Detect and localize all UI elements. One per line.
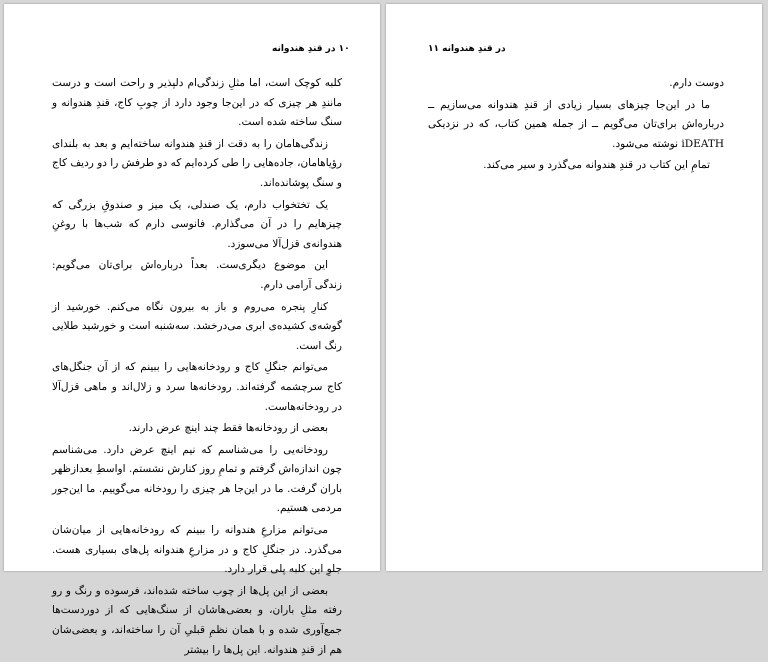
right-page-header: در قندِ هندوانه ۱۱: [428, 44, 506, 54]
paragraph: این موضوع دیگری‌ست. بعداً درباره‌اش برای‌تان می‌گویم: زندگی آرامی دارم.: [52, 259, 342, 291]
left-page-body: [52, 74, 342, 662]
paragraph: بعضی از رودخانه‌ها فقط چند اینچ عرض دارند.: [128, 422, 328, 435]
paragraph: کلبه کوچک است، اما مثلِ زندگی‌ام دلپذیر و راحت است و درست مانندِ هر چیزی که در این‌جا وجود دارد از چوبِ کاج، قندِ هندوانه و سنگ ساخته شده است.: [52, 77, 342, 129]
left-page: [4, 4, 380, 656]
paragraph: ما در این‌جا چیزهای بسیار زیادی از قندِ هندوانه می‌سازیم ــ درباره‌اش برای‌تان می‌گویم ــ از جمله همین کتاب، که در نزدیکی iDEATH نوشته می‌شود.: [428, 98, 724, 150]
paragraph: می‌توانم مزارعِ هندوانه را ببینم که رودخانه‌هایی از میان‌شان می‌گذرد. در جنگلِ کاج و در مزارعِ هندوانه پل‌های بسیاری هست. جلوِ این کلبه پلی قرار دارد.: [52, 524, 342, 576]
paragraph: رودخانه‌یی را می‌شناسم که نیم اینچ عرض دارد. می‌شناسم چون اندازه‌اش گرفتم و تمامِ روز کنارش نشستم. اواسطِ بعدازظهر باران گرفت. ما در این‌جا هر چیزی را رودخانه می‌گوییم. ما این‌جور مردمی هستیم.: [52, 443, 342, 515]
paragraph: می‌توانم جنگلِ کاج و رودخانه‌هایی را ببینم که از آن جنگل‌های کاج سرچشمه گرفته‌اند. رودخانه‌ها سرد و زلال‌اند و ماهی قزل‌آلا در رودخانه‌هاست.: [52, 361, 342, 413]
right-page: [386, 4, 762, 571]
paragraph: دوست دارم.: [669, 77, 724, 89]
paragraph: تمامِ این کتاب در قندِ هندوانه می‌گذرد و سیر می‌کند.: [483, 159, 710, 172]
paragraph: زندگی‌هامان را به دقت از قندِ هندوانه ساخته‌ایم و بعد به بلندای رؤیاهامان، جاده‌هایی را طی کرده‌ایم که دو طرفش را دو ردیف کاج و سنگ پوشانده‌اند.: [52, 137, 342, 189]
paragraph: بعضی از این پل‌ها از چوب ساخته شده‌اند، فرسوده و رنگ و رو رفته مثلِ باران، و بعضی‌هاشان از سنگ‌هایی که از دوردست‌ها جمع‌آوری شده و با همان نظمِ قبلیِ آن را ساخته‌اند، و بعضی‌شان هم از قندِ هندوانه. این پل‌ها را بیشتر: [52, 584, 342, 656]
paragraph: یک تختخواب دارم، یک صندلی، یک میز و صندوقِ بزرگی که چیزهایم را در آن می‌گذارم. فانوسی دارم که شب‌ها با روغنِ هندوانه‌ی قزل‌آلا می‌سوزد.: [52, 198, 342, 250]
paragraph: کنارِ پنجره می‌روم و باز به بیرون نگاه می‌کنم. خورشید از گوشه‌ی کشیده‌ی ابری می‌درخشد. سه‌شنبه است و خورشید طلایی رنگ است.: [52, 300, 342, 352]
right-page-body: [428, 74, 724, 178]
left-page-header: ۱۰ در قندِ هندوانه: [272, 44, 350, 54]
